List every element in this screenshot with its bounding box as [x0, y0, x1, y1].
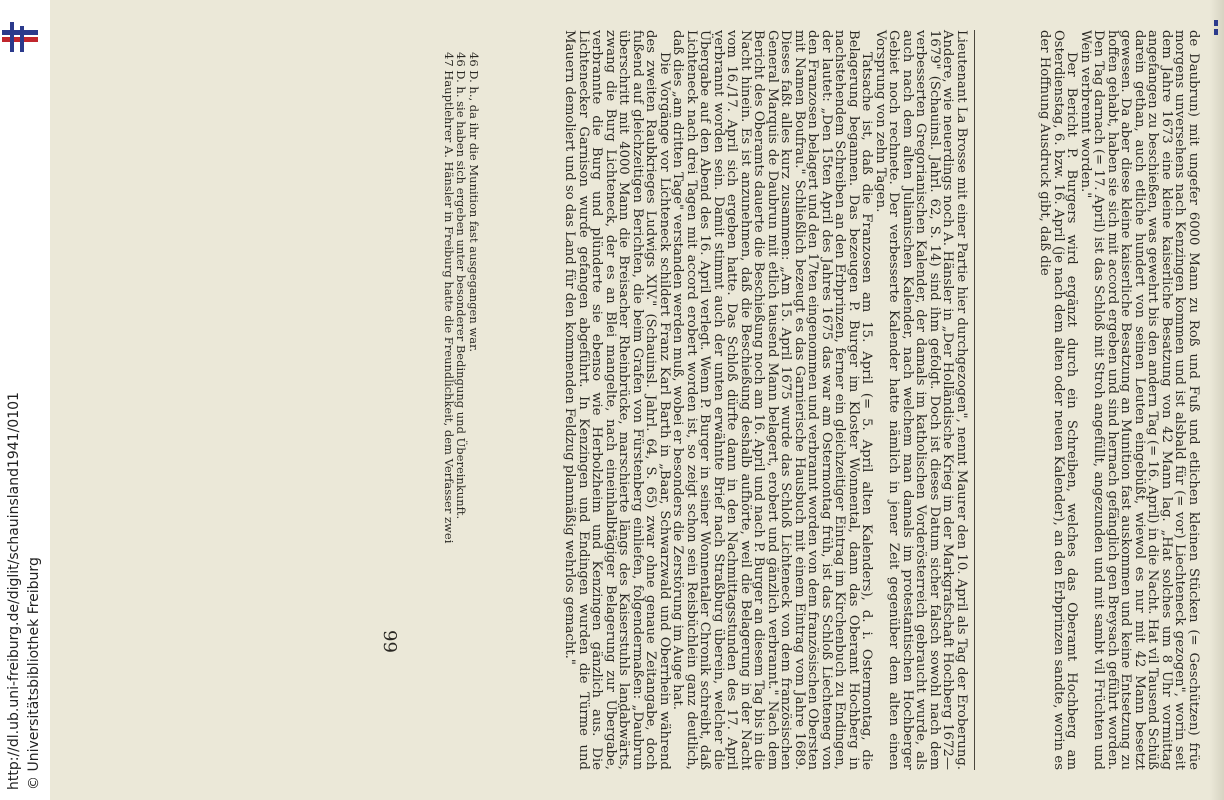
page-url[interactable]: http://dl.ub.uni-freiburg.de/diglit/schauinsland1941/0101 — [6, 392, 22, 790]
page-number: 99 — [379, 630, 400, 653]
paragraph: Die Vorgänge vor Lichteneck schildert Franz Karl Barth in „Baar, Schwarzwald und Oberrhein während des zweiten Raubkrieges Ludwigs XIV." (Schauinsl. Jahrl. 64, S. 65) zwar ohne genaue Zeitangabe, doch fußend auf gleichzeitigen Berichten, die beim Grafen von Fürstenberg einliefen, folgendermaßen: „Daubrun überschritt mit 4000 Mann die Breisacher Rheinbrücke, marschierte längs des Kaiserstuhls landabwärts, zwang die Burg Lichteneck, der es an Blei mangelte, nach eineinhalbtägiger Belagerung zur Übergabe, verbrannte die Burg und plünderte sie ebenso wie Herbolzheim und Kenzingen gänzlich aus. Die Lichtenecker Garnison wurde gefangen abgeführt. In Kenzingen und Endingen wurden die Türme und Mauern demoliert und so das Land für den kommenden Feldzug planmäßig wehrlos gemacht." — [562, 30, 672, 770]
rotated-page-content — [80, 30, 1200, 770]
paragraph: Lieutenant La Brosse mit einer Partie hier durchgezogen", nennt Maurer den 10. April als Tag der Eroberung. Andere, wie neuerdings noch A. Hänsler in „Der Holländische Krieg im der Markgrafschaft Hochberg 1672—1679" (Schauinsl. Jahrl. 62, S. 14) sind ihm gefolgt. Doch ist dieses Datum sicher falsch sowohl nach dem verbesserten Gregorianischen Kalender, der damals im katholischen Vorderösterreich gebraucht wurde, als auch nach dem alten Julianischen Kalender, nach welchem man damals im protestantischen Hochberger Gebiet noch rechnete. Der verbesserte Kalender hatte nämlich in jener Zeit gegenüber dem alten einen Vorsprung von zehn Tagen. — [873, 30, 969, 770]
page-edge-shadow — [1210, 0, 1224, 800]
paragraph: de Daubrun) mit ungefer 6000 Mann zu Roß und Fuß und etlichen kleinen Stücken (= Geschützen) früe morgens unversehens nach Kenzingen kommen und ist alsbald für (= vor) Liechteneck gezogen", worin seit dem Jahre 1673 eine kleine kaiserliche Besatzung von 42 Mann lag. „Hat solches um 8 Uhr vormittag angefangen zu beschießen, was gewehrt bis den andern Tag (= 16. April) in die Nacht. Hat vil Tausend Schüß darein gethan, auch etliche hundert von seinen Leuten eingebüßt, wiewol es nur mit 42 Mann besetzt gewesen. Da aber diese kleine kaiserliche Besatzung an Munition fast auskommen und keine Entsetzung zu hoffen gehabt, haben sie sich mit accord ergeben und sind hernach gefänglich gen Breysach geführt worden. Den Tag darnach (= 17. April) ist das Schloß mit Stroh angefüllt, angezunden und mit sambt vil Früchten und Wein verbrennt worden." — [1078, 30, 1201, 770]
viewer-margin — [0, 0, 50, 800]
section-divider — [974, 30, 975, 770]
upper-text-block — [1038, 30, 1200, 770]
paragraph: Der Bericht P. Burgers wird ergänzt durch ein Schreiben, welches das Oberamt Hochberg am Osterdienstag, 6. bzw. 16. April (je nach dem alten oder neuen Kalender), an den Erbprinzen sandte, worin es der Hoffnung Ausdruck gibt, daß die — [1037, 30, 1080, 770]
paragraph: Tatsache ist, daß die Franzosen am 15. April (= 5. April alten Kalenders), d. i. Ostermontag, die Belagerung begannen. Das bezeugen P. Burger im Kloster Wonnental, dann das Oberamt Hochberg in nachstehendem Schreiben an den Erbprinzen, ferner ein gleichzeitiger Eintrag im Kirchenbuch zu Endingen, der lautet: „Den 15ten April des Jahres 1675 das war am Ostermontag früh, ist das Schloß Liechteneg von den Franzosen belagert und den 17ten eingenommen und verbrannt worden von dem französischen Obersten mit Namen Boufrau." Schließlich bezeugt es das Garnierische Hausbuch mit einem Eintrag vom Jahre 1689. Dieses faßt alles kurz zusammen: „Am 15. April 1675 wurde das Schloß Lichteneck von dem französischen General Marquis de Daubrun mit etlich tausend Mann belagert, erobert und gänzlich verbrannt." Nach dem Bericht des Oberamts dauerte die Beschießung noch am 16. April und nach P. Burger an diesem Tag bis in die Nacht hinein. Es ist anzunehmen, daß die Beschießung deshalb aufhörte, weil die Belagerung in der Nacht vom 16./17. April sich ergeben hatte. Das Schloß dürfte dann in den Nachmittagsstunden des 17. April verbrannt worden sein. Damit stimmt auch der unten erwähnte Brief nach Straßburg überein, welcher die Übergabe auf den Abend des 16. April verlegt. Wenn P. Burger in seiner Wonnentaler Chronik schreibt, daß Lichteneck nach drei Tagen mit accord erobert worden ist, so zeigt schon sein Reisbüchlein ganz deutlich, daß dies „am dritten Tage" verstanden werden muß, wobei er besonders die Zerstörung im Auge hat. — [670, 30, 875, 770]
scanned-page — [50, 0, 1224, 800]
footnote: 46 D. h. sie haben sich ergeben unter besonderer Bedingung und Übereinkunft. — [454, 52, 469, 520]
footnote: 47 Hauptlehrer A. Hänsler in Freiburg hatte die Freundlichkeit, dem Verfasser zwei — [442, 52, 456, 544]
library-logo-icon[interactable] — [0, 22, 40, 52]
lower-text-block — [563, 30, 968, 770]
footnote: 46 D. h., da ihr die Munition fast ausgegangen war. — [467, 52, 481, 353]
copyright-notice: © Universitätsbibliothek Freiburg — [26, 557, 42, 790]
footnotes — [443, 30, 481, 770]
page-edge-marks — [1214, 20, 1220, 40]
